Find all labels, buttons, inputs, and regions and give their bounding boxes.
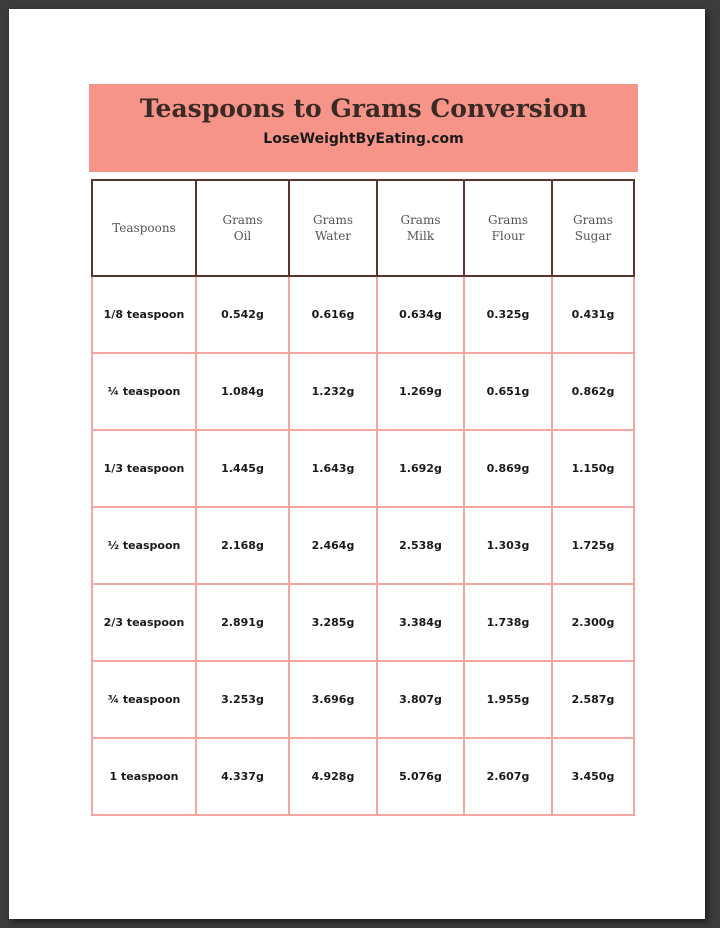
table-cell: ¾ teaspoon — [92, 661, 196, 738]
table-row — [92, 738, 634, 815]
table-cell: 2.464g — [289, 507, 377, 584]
table-row — [92, 430, 634, 507]
table-row — [92, 507, 634, 584]
table-cell: 2.891g — [196, 584, 289, 661]
table-cell: 5.076g — [377, 738, 464, 815]
table-row — [92, 584, 634, 661]
table-cell: 3.253g — [196, 661, 289, 738]
table-cell: 2/3 teaspoon — [92, 584, 196, 661]
table-cell: 2.300g — [552, 584, 634, 661]
header-sublabel: Oil — [233, 229, 252, 243]
header-sublabel: Water — [314, 229, 352, 243]
website-label: LoseWeightByEating.com — [263, 131, 464, 147]
table-cell: 3.285g — [289, 584, 377, 661]
table-cell: 2.168g — [196, 507, 289, 584]
header-grams-milk — [377, 180, 464, 276]
table-cell: ½ teaspoon — [92, 507, 196, 584]
title-banner — [89, 84, 638, 172]
table-cell: 4.337g — [196, 738, 289, 815]
header-sublabel: Sugar — [574, 229, 612, 243]
table-cell: 0.542g — [196, 276, 289, 353]
header-label: Grams — [400, 213, 441, 227]
header-label: Grams — [487, 213, 528, 227]
table-cell: 0.616g — [289, 276, 377, 353]
table-cell: 0.651g — [464, 353, 552, 430]
header-sublabel: Milk — [406, 229, 435, 243]
table-cell: 0.325g — [464, 276, 552, 353]
table-header-row — [92, 180, 634, 276]
table-cell: 1.232g — [289, 353, 377, 430]
header-grams-sugar — [552, 180, 634, 276]
table-cell: 0.862g — [552, 353, 634, 430]
table-cell: 3.807g — [377, 661, 464, 738]
table-row — [92, 353, 634, 430]
table-cell: 3.384g — [377, 584, 464, 661]
table-cell: 1.084g — [196, 353, 289, 430]
table-cell: 0.431g — [552, 276, 634, 353]
table-row — [92, 661, 634, 738]
table-row — [92, 276, 634, 353]
table-cell: 0.869g — [464, 430, 552, 507]
page-title: Teaspoons to Grams Conversion — [139, 94, 588, 123]
table-cell: ¼ teaspoon — [92, 353, 196, 430]
table-cell: 4.928g — [289, 738, 377, 815]
table-cell: 1.269g — [377, 353, 464, 430]
table-cell: 2.538g — [377, 507, 464, 584]
document-page — [9, 9, 705, 919]
table-cell: 1/3 teaspoon — [92, 430, 196, 507]
table-cell: 1.303g — [464, 507, 552, 584]
table-cell: 0.634g — [377, 276, 464, 353]
table-cell: 3.696g — [289, 661, 377, 738]
table-cell: 1.955g — [464, 661, 552, 738]
header-label: Teaspoons — [112, 221, 176, 235]
header-label: Grams — [222, 213, 263, 227]
header-label: Grams — [312, 213, 353, 227]
table-cell: 1 teaspoon — [92, 738, 196, 815]
table-cell: 1.725g — [552, 507, 634, 584]
table-cell: 1/8 teaspoon — [92, 276, 196, 353]
table-cell: 2.607g — [464, 738, 552, 815]
table-cell: 2.587g — [552, 661, 634, 738]
conversion-table — [91, 179, 635, 816]
header-grams-water — [289, 180, 377, 276]
table-cell: 1.150g — [552, 430, 634, 507]
table-cell: 1.692g — [377, 430, 464, 507]
table-cell: 1.738g — [464, 584, 552, 661]
table-cell: 1.643g — [289, 430, 377, 507]
header-label: Grams — [572, 213, 613, 227]
header-grams-oil — [196, 180, 289, 276]
header-grams-flour — [464, 180, 552, 276]
table-cell: 3.450g — [552, 738, 634, 815]
header-teaspoons — [92, 180, 196, 276]
header-sublabel: Flour — [491, 229, 525, 243]
table-cell: 1.445g — [196, 430, 289, 507]
